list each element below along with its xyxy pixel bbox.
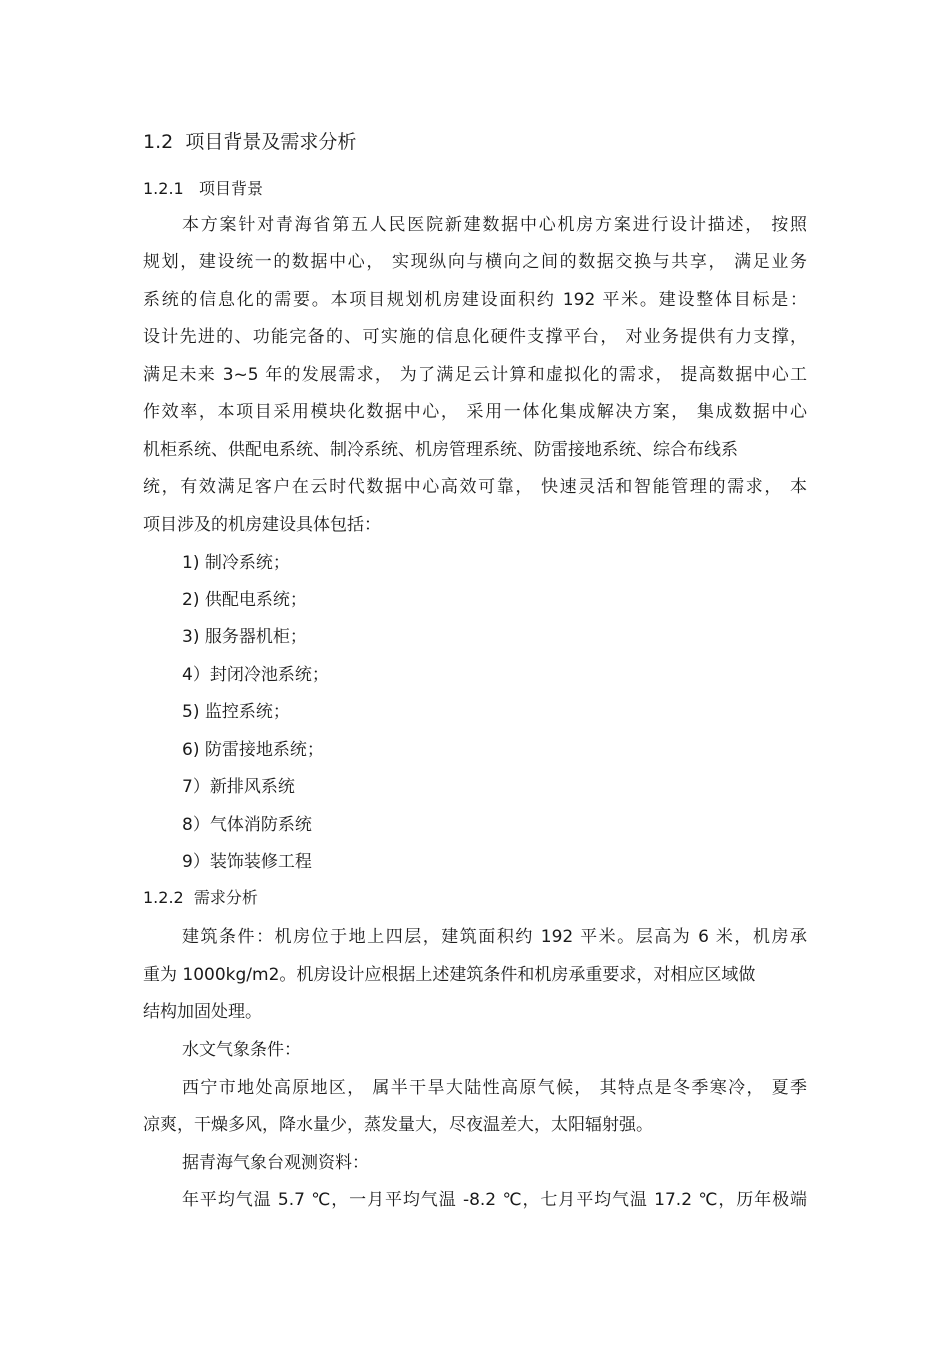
subsection-heading-background — [143, 176, 263, 199]
paragraph-line: 建筑条件：机房位于地上四层，建筑面积约 192 平米。层高为 6 米，机房承 — [182, 927, 807, 947]
paragraph-line: 西宁市地处高原地区， 属半干旱大陆性高原气候， 其特点是冬季寒冷， 夏季 — [182, 1078, 807, 1098]
list-item: 6) 防雷接地系统； — [182, 740, 324, 760]
paragraph-line: 项目涉及的机房建设具体包括： — [143, 515, 381, 535]
paragraph-line: 重为 1000kg/m2。机房设计应根据上述建筑条件和机房承重要求，对相应区域做 — [143, 965, 756, 985]
paragraph-line: 规划，建设统一的数据中心， 实现纵向与横向之间的数据交换与共享， 满足业务 — [143, 252, 807, 272]
list-item: 7）新排风系统 — [182, 777, 295, 797]
subsection-title: 项目背景 — [198, 179, 263, 198]
paragraph-line: 系统的信息化的需要。本项目规划机房建设面积约 192 平米。建设整体目标是： — [143, 290, 807, 310]
list-item: 9）装饰装修工程 — [182, 852, 312, 872]
list-item: 8）气体消防系统 — [182, 815, 312, 835]
subsection-title: 需求分析 — [193, 888, 258, 907]
section-title: 项目背景及需求分析 — [185, 131, 357, 153]
paragraph-line: 本方案针对青海省第五人民医院新建数据中心机房方案进行设计描述， 按照 — [182, 215, 807, 235]
paragraph-line: 凉爽，干燥多风，降水量少，蒸发量大，尽夜温差大，太阳辐射强。 — [143, 1115, 653, 1135]
paragraph-line: 机柜系统、供配电系统、制冷系统、机房管理系统、防雷接地系统、综合布线系 — [143, 440, 738, 460]
list-item: 3) 服务器机柜； — [182, 627, 307, 647]
list-item: 2) 供配电系统； — [182, 590, 307, 610]
paragraph-heading: 据青海气象台观测资料： — [182, 1153, 369, 1173]
paragraph-line: 结构加固处理。 — [143, 1002, 262, 1022]
subsection-heading-requirements — [143, 885, 258, 908]
paragraph-line: 统，有效满足客户在云时代数据中心高效可靠， 快速灵活和智能管理的需求， 本 — [143, 477, 807, 497]
section-number: 1.2 — [143, 131, 174, 153]
list-item: 1) 制冷系统； — [182, 553, 290, 573]
section-heading — [143, 127, 356, 154]
paragraph-heading: 水文气象条件： — [182, 1040, 301, 1060]
paragraph-line: 作效率，本项目采用模块化数据中心， 采用一体化集成解决方案， 集成数据中心 — [143, 402, 807, 422]
paragraph-line: 年平均气温 5.7 ℃，一月平均气温 -8.2 ℃，七月平均气温 17.2 ℃，历年极端 — [182, 1190, 807, 1210]
paragraph-line: 设计先进的、功能完备的、可实施的信息化硬件支撑平台， 对业务提供有力支撑， — [143, 327, 807, 347]
subsection-number: 1.2.1 — [143, 179, 184, 198]
list-item: 5) 监控系统； — [182, 702, 290, 722]
list-item: 4）封闭冷池系统； — [182, 665, 329, 685]
subsection-number: 1.2.2 — [143, 888, 184, 907]
paragraph-line: 满足未来 3~5 年的发展需求， 为了满足云计算和虚拟化的需求， 提高数据中心工 — [143, 365, 807, 385]
